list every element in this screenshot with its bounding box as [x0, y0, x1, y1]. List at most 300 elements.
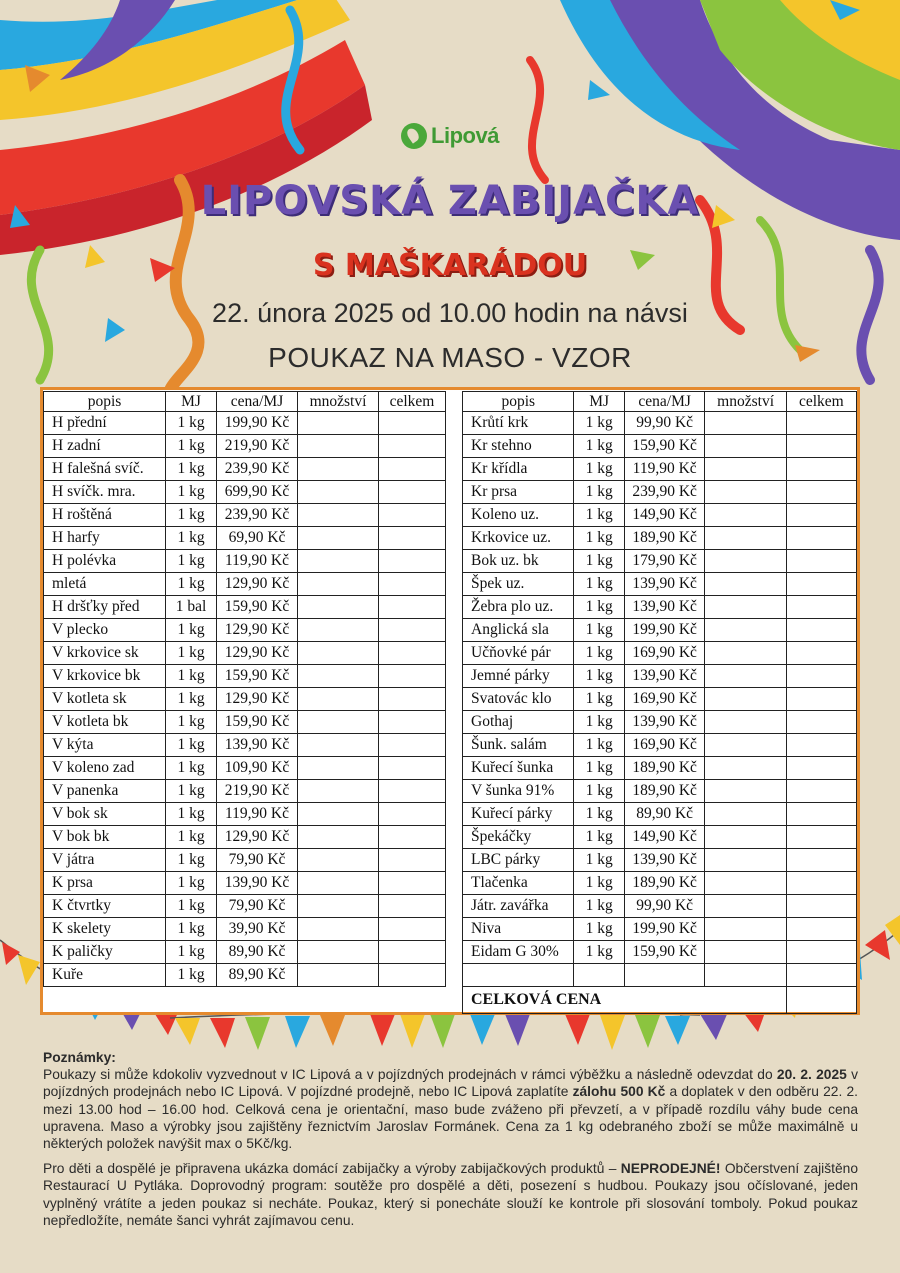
table-row	[463, 688, 857, 711]
event-subtitle: S MAŠKARÁDOU	[312, 248, 588, 283]
table-row	[44, 872, 446, 895]
total-price-label: CELKOVÁ CENA	[463, 987, 787, 1014]
row-total-cell[interactable]	[786, 504, 856, 527]
item-name-cell: H zadní	[44, 435, 166, 458]
unit-price-cell: 119,90 Kč	[624, 458, 705, 481]
table-row	[44, 895, 446, 918]
notes-section	[43, 1049, 858, 1237]
row-total-cell[interactable]	[379, 573, 446, 596]
quantity-cell[interactable]	[298, 964, 379, 987]
unit-price-cell: 169,90 Kč	[624, 734, 705, 757]
unit-price-cell: 219,90 Kč	[217, 435, 298, 458]
unit-cell: 1 kg	[166, 734, 217, 757]
row-total-cell[interactable]	[786, 458, 856, 481]
unit-cell: 1 kg	[574, 757, 624, 780]
row-total-cell[interactable]	[379, 780, 446, 803]
table-row	[463, 458, 857, 481]
unit-price-cell: 159,90 Kč	[217, 596, 298, 619]
quantity-cell[interactable]	[298, 780, 379, 803]
table-row	[463, 826, 857, 849]
unit-cell: 1 kg	[166, 964, 217, 987]
unit-cell: 1 kg	[574, 688, 624, 711]
row-total-cell[interactable]	[379, 941, 446, 964]
row-total-cell[interactable]	[379, 550, 446, 573]
quantity-cell[interactable]	[705, 757, 786, 780]
table-row	[44, 849, 446, 872]
unit-price-cell: 39,90 Kč	[217, 918, 298, 941]
unit-price-cell: 189,90 Kč	[624, 780, 705, 803]
unit-cell: 1 kg	[166, 642, 217, 665]
table-row	[463, 596, 857, 619]
item-name-cell: Kuře	[44, 964, 166, 987]
row-total-cell[interactable]	[379, 711, 446, 734]
row-total-cell[interactable]	[379, 412, 446, 435]
item-name-cell: Žebra plo uz.	[463, 596, 574, 619]
item-name-cell: Tlačenka	[463, 872, 574, 895]
unit-cell: 1 kg	[166, 527, 217, 550]
row-total-cell[interactable]	[379, 596, 446, 619]
table-row	[463, 780, 857, 803]
row-total-cell[interactable]	[786, 849, 856, 872]
column-header: celkem	[379, 392, 446, 412]
deposit-amount: zálohu 500 Kč	[572, 1084, 666, 1100]
table-row	[463, 918, 857, 941]
unit-cell: 1 kg	[574, 895, 624, 918]
row-total-cell[interactable]	[379, 688, 446, 711]
item-name-cell: Šunk. salám	[463, 734, 574, 757]
not-for-sale-label: NEPRODEJNÉ!	[620, 1161, 721, 1177]
table-row	[44, 941, 446, 964]
item-name-cell: V kotleta sk	[44, 688, 166, 711]
table-row	[463, 757, 857, 780]
item-name-cell: V kýta	[44, 734, 166, 757]
unit-cell: 1 kg	[574, 780, 624, 803]
quantity-cell[interactable]	[705, 665, 786, 688]
row-total-cell[interactable]	[786, 665, 856, 688]
item-name-cell: Koleno uz.	[463, 504, 574, 527]
unit-cell: 1 kg	[166, 711, 217, 734]
notes-text: Občerstvení zajištěno Restaurací U Pytláka. Doprovodný program: soutěže pro dospělé a děti, posezení s hudbou. Poukazy jsou očíslované, jeden vyplněný vrátíte a jeden poukaz si necháte. Poukaz, který si ponecháte slouží ke kontrole při slosování tomboly. Pokud poukaz nepředložíte, nemáte šanci vyhrát zajímavou cenu.	[43, 1161, 858, 1228]
item-name-cell: Kuřecí šunka	[463, 757, 574, 780]
row-total-cell[interactable]	[786, 596, 856, 619]
unit-cell: 1 kg	[574, 849, 624, 872]
quantity-cell[interactable]	[298, 918, 379, 941]
quantity-cell[interactable]	[298, 849, 379, 872]
table-header-row	[463, 392, 857, 412]
row-total-cell[interactable]	[379, 435, 446, 458]
unit-price-cell: 169,90 Kč	[624, 642, 705, 665]
leaf-icon	[401, 123, 427, 149]
quantity-cell[interactable]	[705, 803, 786, 826]
unit-price-cell: 159,90 Kč	[217, 711, 298, 734]
row-total-cell[interactable]	[379, 458, 446, 481]
quantity-cell[interactable]	[298, 573, 379, 596]
quantity-cell[interactable]	[298, 458, 379, 481]
quantity-cell[interactable]	[705, 619, 786, 642]
table-row	[463, 619, 857, 642]
column-header: MJ	[166, 392, 217, 412]
row-total-cell[interactable]	[379, 665, 446, 688]
item-name-cell: K prsa	[44, 872, 166, 895]
unit-cell: 1 kg	[166, 435, 217, 458]
unit-cell: 1 kg	[166, 803, 217, 826]
table-row	[463, 964, 857, 987]
unit-cell: 1 kg	[166, 504, 217, 527]
row-total-cell[interactable]	[379, 527, 446, 550]
column-header: popis	[44, 392, 166, 412]
item-name-cell: Eidam G 30%	[463, 941, 574, 964]
item-name-cell: H dršťky před	[44, 596, 166, 619]
unit-cell: 1 kg	[166, 573, 217, 596]
item-name-cell: Špekáčky	[463, 826, 574, 849]
notes-paragraph-1	[43, 1066, 858, 1152]
table-row	[463, 550, 857, 573]
row-total-cell[interactable]	[786, 412, 856, 435]
item-name-cell: V bok bk	[44, 826, 166, 849]
unit-cell: 1 kg	[574, 918, 624, 941]
table-row	[463, 435, 857, 458]
unit-price-cell: 139,90 Kč	[217, 872, 298, 895]
unit-price-cell: 89,90 Kč	[217, 964, 298, 987]
unit-cell: 1 kg	[574, 504, 624, 527]
deadline-date: 20. 2. 2025	[776, 1067, 847, 1083]
unit-cell: 1 kg	[574, 826, 624, 849]
quantity-cell[interactable]	[298, 734, 379, 757]
quantity-cell[interactable]	[298, 619, 379, 642]
column-header: množství	[298, 392, 379, 412]
row-total-cell[interactable]	[379, 872, 446, 895]
table-row	[463, 481, 857, 504]
quantity-cell[interactable]	[298, 757, 379, 780]
table-header-row	[44, 392, 446, 412]
item-name-cell: Kuřecí párky	[463, 803, 574, 826]
quantity-cell[interactable]	[298, 412, 379, 435]
unit-price-cell: 129,90 Kč	[217, 688, 298, 711]
unit-cell: 1 kg	[574, 596, 624, 619]
unit-price-cell: 69,90 Kč	[217, 527, 298, 550]
row-total-cell[interactable]	[379, 826, 446, 849]
unit-price-cell: 99,90 Kč	[624, 412, 705, 435]
item-name-cell: Učňovké pár	[463, 642, 574, 665]
row-total-cell[interactable]	[379, 849, 446, 872]
unit-price-cell: 119,90 Kč	[217, 803, 298, 826]
item-name-cell: H polévka	[44, 550, 166, 573]
table-row	[463, 734, 857, 757]
unit-price-cell: 219,90 Kč	[217, 780, 298, 803]
table-row	[463, 665, 857, 688]
quantity-cell[interactable]	[705, 688, 786, 711]
item-name-cell: V krkovice bk	[44, 665, 166, 688]
unit-price-cell: 139,90 Kč	[624, 665, 705, 688]
unit-price-cell: 239,90 Kč	[624, 481, 705, 504]
quantity-cell[interactable]	[705, 849, 786, 872]
quantity-cell[interactable]	[298, 941, 379, 964]
item-name-cell: V krkovice sk	[44, 642, 166, 665]
unit-cell: 1 kg	[574, 941, 624, 964]
unit-price-cell: 129,90 Kč	[217, 573, 298, 596]
unit-price-cell: 189,90 Kč	[624, 757, 705, 780]
row-total-cell[interactable]	[786, 688, 856, 711]
quantity-cell[interactable]	[298, 665, 379, 688]
notes-text: v pojízdných prodejnách nebo IC Lipová. V pojízdné prodejně, nebo IC Lipová zaplatíte	[43, 1067, 859, 1100]
item-name-cell: H roštěná	[44, 504, 166, 527]
logo-text: Lipová	[431, 123, 499, 148]
unit-price-cell: 179,90 Kč	[624, 550, 705, 573]
quantity-cell[interactable]	[705, 964, 786, 987]
item-name-cell: Kr křídla	[463, 458, 574, 481]
table-row	[44, 458, 446, 481]
item-name-cell: V kotleta bk	[44, 711, 166, 734]
table-row	[44, 619, 446, 642]
unit-cell: 1 kg	[574, 803, 624, 826]
row-total-cell[interactable]	[379, 481, 446, 504]
unit-cell: 1 kg	[166, 826, 217, 849]
unit-price-cell: 79,90 Kč	[217, 895, 298, 918]
quantity-cell[interactable]	[705, 412, 786, 435]
table-row	[44, 527, 446, 550]
column-header: cena/MJ	[624, 392, 705, 412]
quantity-cell[interactable]	[705, 435, 786, 458]
item-name-cell: H falešná svíč.	[44, 458, 166, 481]
item-name-cell: V bok sk	[44, 803, 166, 826]
unit-price-cell: 149,90 Kč	[624, 504, 705, 527]
unit-price-cell: 109,90 Kč	[217, 757, 298, 780]
unit-price-cell: 159,90 Kč	[624, 941, 705, 964]
item-name-cell: V panenka	[44, 780, 166, 803]
unit-cell: 1 kg	[166, 918, 217, 941]
unit-cell: 1 kg	[166, 849, 217, 872]
table-row	[44, 412, 446, 435]
item-name-cell: H přední	[44, 412, 166, 435]
quantity-cell[interactable]	[298, 435, 379, 458]
unit-price-cell: 189,90 Kč	[624, 872, 705, 895]
row-total-cell[interactable]	[786, 573, 856, 596]
unit-cell: 1 bal	[166, 596, 217, 619]
table-row	[44, 780, 446, 803]
table-row	[44, 918, 446, 941]
unit-cell: 1 kg	[574, 872, 624, 895]
row-total-cell[interactable]	[786, 964, 856, 987]
unit-price-cell: 139,90 Kč	[624, 711, 705, 734]
quantity-cell[interactable]	[298, 688, 379, 711]
quantity-cell[interactable]	[705, 895, 786, 918]
row-total-cell[interactable]	[379, 504, 446, 527]
row-total-cell[interactable]	[786, 918, 856, 941]
price-table-right	[462, 391, 857, 1014]
notes-heading: Poznámky:	[43, 1050, 116, 1065]
table-row	[44, 435, 446, 458]
unit-cell: 1 kg	[574, 573, 624, 596]
unit-price-cell: 189,90 Kč	[624, 527, 705, 550]
unit-cell: 1 kg	[574, 619, 624, 642]
table-row	[44, 803, 446, 826]
quantity-cell[interactable]	[298, 642, 379, 665]
notes-paragraph-2	[43, 1160, 858, 1229]
table-row	[44, 596, 446, 619]
quantity-cell[interactable]	[298, 803, 379, 826]
table-row	[463, 941, 857, 964]
table-row	[463, 711, 857, 734]
item-name-cell: Jemné párky	[463, 665, 574, 688]
column-header: cena/MJ	[217, 392, 298, 412]
unit-price-cell	[624, 964, 705, 987]
row-total-cell[interactable]	[379, 734, 446, 757]
unit-cell: 1 kg	[574, 550, 624, 573]
event-date: 22. února 2025 od 10.00 hodin na návsi	[212, 298, 688, 328]
quantity-cell[interactable]	[705, 527, 786, 550]
item-name-cell: K skelety	[44, 918, 166, 941]
table-row	[44, 688, 446, 711]
row-total-cell[interactable]	[379, 757, 446, 780]
total-price-cell[interactable]	[786, 987, 856, 1014]
table-row	[463, 573, 857, 596]
row-total-cell[interactable]	[786, 803, 856, 826]
item-name-cell: H svíčk. mra.	[44, 481, 166, 504]
table-row	[44, 711, 446, 734]
table-row	[44, 550, 446, 573]
row-total-cell[interactable]	[786, 757, 856, 780]
unit-cell: 1 kg	[166, 665, 217, 688]
quantity-cell[interactable]	[298, 504, 379, 527]
row-total-cell[interactable]	[379, 803, 446, 826]
row-total-cell[interactable]	[786, 619, 856, 642]
unit-price-cell: 89,90 Kč	[217, 941, 298, 964]
quantity-cell[interactable]	[705, 826, 786, 849]
item-name-cell: K paličky	[44, 941, 166, 964]
quantity-cell[interactable]	[298, 550, 379, 573]
item-name-cell: Játr. zavářka	[463, 895, 574, 918]
row-total-cell[interactable]	[379, 642, 446, 665]
row-total-cell[interactable]	[786, 481, 856, 504]
row-total-cell[interactable]	[786, 550, 856, 573]
notes-text: Poukazy si může kdokoliv vyzvednout v IC Lipová a v pojízdných prodejnách v rámci výběžku a následně odevzdat do	[43, 1067, 777, 1083]
unit-cell: 1 kg	[574, 458, 624, 481]
quantity-cell[interactable]	[705, 642, 786, 665]
notes-text: a doplatek v den odběru 22. 2. mezi 13.00 hod – 16.00 hod. Celková cena je orientační, maso bude zváženo při převzetí, a v případě rozdílu váhy bude cena upravena. Maso a výrobky jsou zajištěny řeznictvím Jaroslav Formánek. Cena za 1 kg odebraného zboží se může maximálně u některých položek navýšit max o 5Kč/kg.	[43, 1084, 859, 1152]
quantity-cell[interactable]	[705, 780, 786, 803]
table-row	[463, 803, 857, 826]
unit-cell: 1 kg	[574, 642, 624, 665]
unit-price-cell: 199,90 Kč	[624, 619, 705, 642]
unit-cell: 1 kg	[166, 780, 217, 803]
unit-cell: 1 kg	[166, 941, 217, 964]
unit-price-cell: 159,90 Kč	[624, 435, 705, 458]
table-row	[463, 504, 857, 527]
quantity-cell[interactable]	[298, 481, 379, 504]
column-header: MJ	[574, 392, 624, 412]
quantity-cell[interactable]	[705, 711, 786, 734]
row-total-cell[interactable]	[786, 527, 856, 550]
row-total-cell[interactable]	[786, 734, 856, 757]
unit-price-cell: 129,90 Kč	[217, 619, 298, 642]
unit-price-cell: 139,90 Kč	[624, 573, 705, 596]
table-row	[44, 964, 446, 987]
row-total-cell[interactable]	[379, 964, 446, 987]
quantity-cell[interactable]	[705, 941, 786, 964]
item-name-cell: Svatovác klo	[463, 688, 574, 711]
unit-cell: 1 kg	[574, 412, 624, 435]
quantity-cell[interactable]	[705, 596, 786, 619]
column-header: popis	[463, 392, 574, 412]
quantity-cell[interactable]	[705, 481, 786, 504]
column-header: množství	[705, 392, 786, 412]
row-total-cell[interactable]	[786, 435, 856, 458]
quantity-cell[interactable]	[705, 458, 786, 481]
row-total-cell[interactable]	[379, 895, 446, 918]
unit-cell: 1 kg	[166, 895, 217, 918]
unit-price-cell: 79,90 Kč	[217, 849, 298, 872]
item-name-cell: V šunka 91%	[463, 780, 574, 803]
item-name-cell: Gothaj	[463, 711, 574, 734]
item-name-cell: Anglická sla	[463, 619, 574, 642]
unit-price-cell: 129,90 Kč	[217, 642, 298, 665]
row-total-cell[interactable]	[379, 619, 446, 642]
quantity-cell[interactable]	[705, 918, 786, 941]
row-total-cell[interactable]	[786, 711, 856, 734]
row-total-cell[interactable]	[379, 918, 446, 941]
unit-cell: 1 kg	[166, 619, 217, 642]
unit-price-cell: 199,90 Kč	[217, 412, 298, 435]
quantity-cell[interactable]	[705, 573, 786, 596]
table-row	[44, 734, 446, 757]
quantity-cell[interactable]	[298, 826, 379, 849]
quantity-cell[interactable]	[705, 550, 786, 573]
table-row	[463, 412, 857, 435]
unit-cell: 1 kg	[166, 481, 217, 504]
unit-cell: 1 kg	[574, 711, 624, 734]
table-row	[44, 481, 446, 504]
quantity-cell[interactable]	[705, 734, 786, 757]
item-name-cell: LBC párky	[463, 849, 574, 872]
notes-text: Pro děti a dospělé je připravena ukázka domácí zabijačky a výroby zabijačkových produktů –	[43, 1161, 621, 1177]
table-row	[44, 504, 446, 527]
unit-cell: 1 kg	[166, 757, 217, 780]
unit-price-cell: 129,90 Kč	[217, 826, 298, 849]
quantity-cell[interactable]	[705, 872, 786, 895]
unit-price-cell: 139,90 Kč	[624, 849, 705, 872]
unit-price-cell: 159,90 Kč	[217, 665, 298, 688]
row-total-cell[interactable]	[786, 780, 856, 803]
brand-logo	[0, 118, 900, 154]
table-row	[44, 573, 446, 596]
unit-price-cell: 149,90 Kč	[624, 826, 705, 849]
quantity-cell[interactable]	[298, 527, 379, 550]
item-name-cell: Špek uz.	[463, 573, 574, 596]
quantity-cell[interactable]	[298, 895, 379, 918]
unit-price-cell: 699,90 Kč	[217, 481, 298, 504]
quantity-cell[interactable]	[298, 872, 379, 895]
quantity-cell[interactable]	[298, 596, 379, 619]
table-row	[44, 665, 446, 688]
row-total-cell[interactable]	[786, 642, 856, 665]
unit-cell	[574, 964, 624, 987]
quantity-cell[interactable]	[298, 711, 379, 734]
row-total-cell[interactable]	[786, 872, 856, 895]
item-name-cell: V koleno zad	[44, 757, 166, 780]
unit-price-cell: 119,90 Kč	[217, 550, 298, 573]
quantity-cell[interactable]	[705, 504, 786, 527]
unit-cell: 1 kg	[166, 872, 217, 895]
row-total-cell[interactable]	[786, 941, 856, 964]
item-name-cell: Kr prsa	[463, 481, 574, 504]
unit-cell: 1 kg	[166, 412, 217, 435]
item-name-cell: Krůtí krk	[463, 412, 574, 435]
unit-cell: 1 kg	[166, 458, 217, 481]
unit-cell: 1 kg	[574, 665, 624, 688]
row-total-cell[interactable]	[786, 895, 856, 918]
order-form	[40, 387, 860, 1015]
row-total-cell[interactable]	[786, 826, 856, 849]
